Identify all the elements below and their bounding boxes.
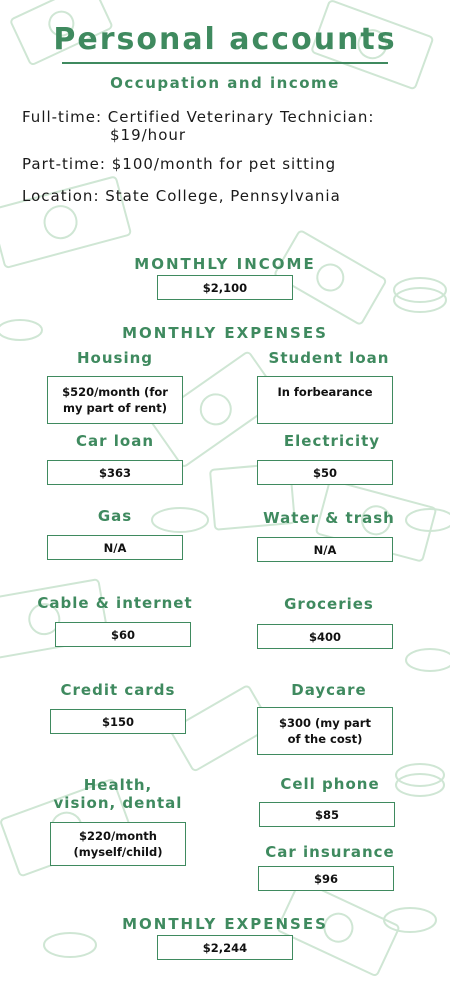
car-loan-box [47,460,183,485]
housing-box [47,376,183,424]
housing-value-line2: my part of rent) [63,401,167,415]
daycare-value-line2: of the cost) [287,732,363,746]
full-time-line2: $19/hour [110,126,187,144]
title-underline [62,62,388,64]
monthly-income-value: $2,100 [202,280,248,295]
credit-cards-value: $150 [101,714,134,729]
groceries-box [257,624,393,649]
cell-phone-value: $85 [314,807,339,822]
daycare-value [279,715,371,747]
groceries-label: Groceries [284,595,374,613]
health-value-line1: $220/month [79,829,157,843]
credit-cards-label: Credit cards [60,681,176,699]
page-title: Personal accounts [53,22,397,57]
daycare-box [257,707,393,755]
gas-label: Gas [97,507,133,525]
monthly-expenses-total-value: $2,244 [202,940,248,955]
monthly-income-heading: MONTHLY INCOME [134,255,316,273]
health-label-line2: vision, dental [53,794,183,812]
credit-cards-box [50,709,186,734]
monthly-expenses-total-heading: MONTHLY EXPENSES [122,915,328,933]
gas-box [47,535,183,560]
cable-internet-value: $60 [110,627,135,642]
housing-label: Housing [76,349,154,367]
occupation-income-heading: Occupation and income [110,74,340,92]
cable-internet-box [55,622,191,647]
monthly-income-box [157,275,293,300]
groceries-value: $400 [308,629,341,644]
electricity-label: Electricity [283,432,381,450]
water-trash-box [257,537,393,562]
car-insurance-value: $96 [313,871,338,886]
student-loan-value: In forbearance [277,385,373,399]
electricity-box [257,460,393,485]
daycare-label: Daycare [291,681,367,699]
gas-value: N/A [103,540,127,555]
health-label-line1: Health, [83,776,153,794]
cable-internet-label: Cable & internet [37,594,193,612]
health-box [50,822,186,866]
water-trash-label: Water & trash [263,509,395,527]
part-time-info: Part-time: $100/month for pet sitting [22,155,337,173]
student-loan-label: Student loan [268,349,390,367]
health-value-line2: (myself/child) [73,845,163,859]
cell-phone-box [259,802,395,827]
car-insurance-label: Car insurance [265,843,395,861]
monthly-expenses-total-box [157,935,293,960]
electricity-value: $50 [312,465,337,480]
housing-value-line1: $520/month (for [62,385,168,399]
car-loan-label: Car loan [76,432,154,450]
location-info: Location: State College, Pennsylvania [22,187,341,205]
health-value [74,828,163,860]
health-label [38,776,198,812]
car-insurance-box [258,866,394,891]
car-loan-value: $363 [98,465,131,480]
student-loan-box [257,376,393,424]
monthly-expenses-heading: MONTHLY EXPENSES [122,324,328,342]
daycare-value-line1: $300 (my part [279,716,371,730]
full-time-info [22,108,374,144]
cell-phone-label: Cell phone [280,775,380,793]
housing-value [62,384,168,416]
water-trash-value: N/A [313,542,337,557]
full-time-line1: Full-time: Certified Veterinary Technician: [22,108,375,126]
